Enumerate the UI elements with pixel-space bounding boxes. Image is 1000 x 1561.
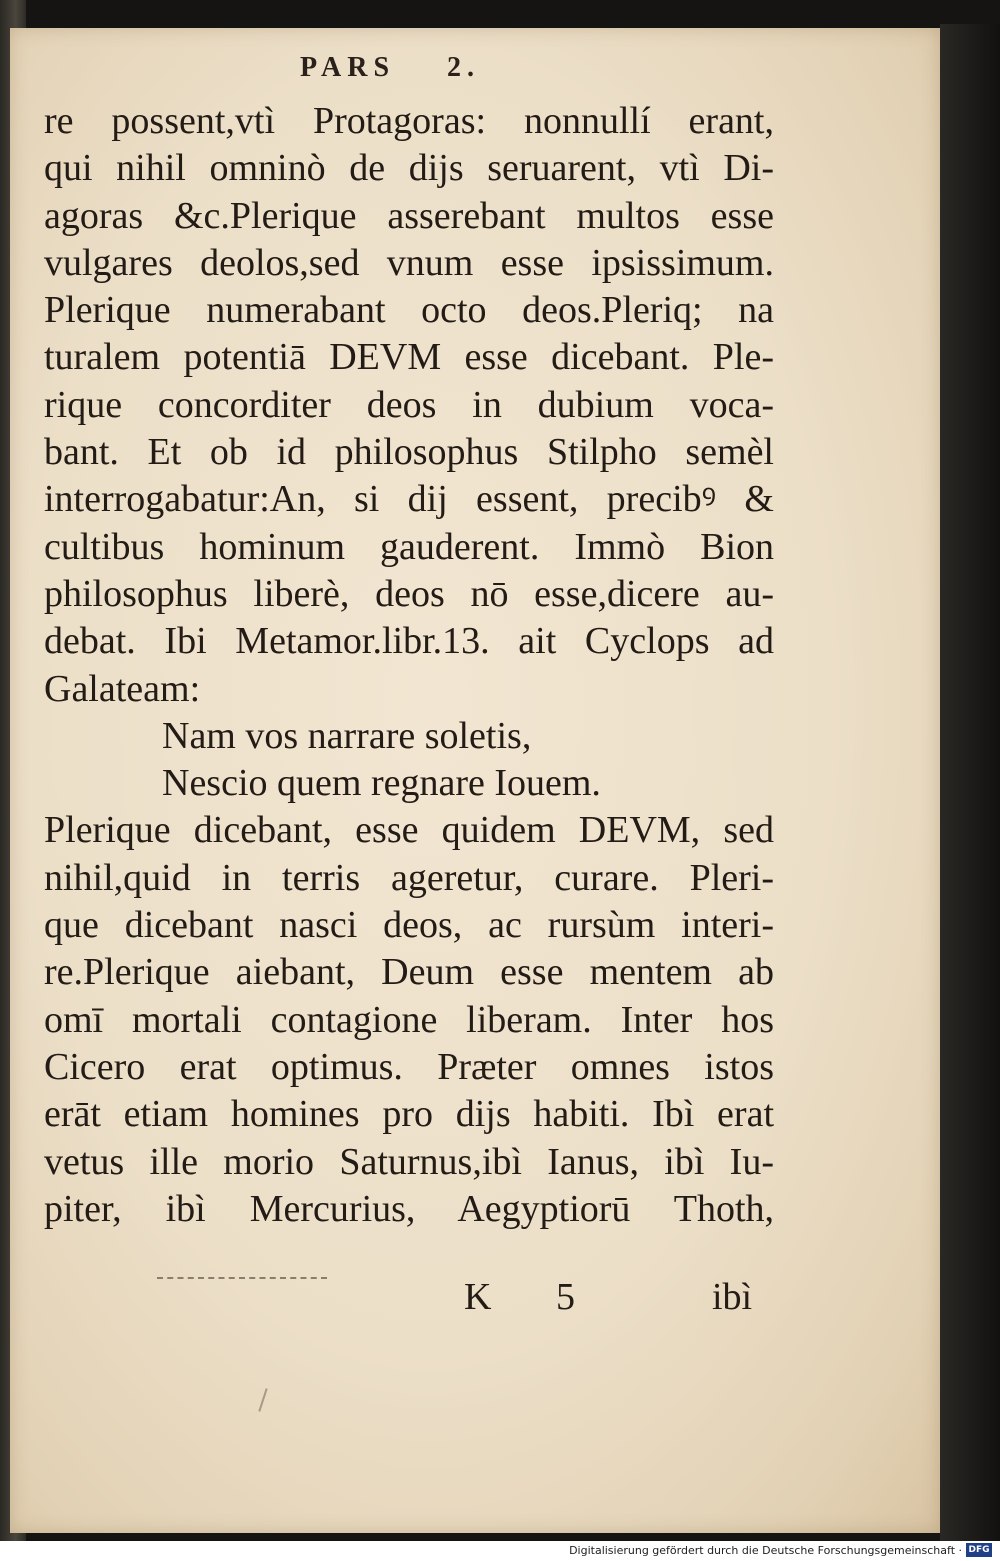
text-line: cultibus hominum gauderent. Immò Bion <box>44 525 774 568</box>
text-line: erāt etiam homines pro dijs habiti. Ibì erat <box>44 1093 774 1136</box>
dfg-logo: DFG <box>966 1543 992 1557</box>
footer-credit: Digitalisierung gefördert durch die Deutsche Forschungsgemeinschaft · <box>569 1544 962 1557</box>
text-line: qui nihil omninò de dijs seruarent, vtì Di- <box>44 147 774 190</box>
text-line: piter, ibì Mercurius, Aegyptiorū Thoth, <box>44 1187 774 1230</box>
text-line: vulgares deolos,sed vnum esse ipsissimum. <box>44 241 774 284</box>
text-line: agoras &c.Plerique asserebant multos esse <box>44 194 774 237</box>
catchword: ibì <box>712 1276 753 1318</box>
text-line: re.Plerique aiebant, Deum esse mentem ab <box>44 951 774 994</box>
running-head: PARS 2. <box>300 52 481 83</box>
text-line: interrogabatur:An, si dij essent, precibꝰ & <box>44 478 774 521</box>
text-line: que dicebant nasci deos, ac rursùm interi- <box>44 904 774 947</box>
signature-number: 5 <box>556 1276 575 1318</box>
text-line: bant. Et ob id philosophus Stilpho semèl <box>44 431 774 474</box>
verse-line: Nescio quem regnare Iouem. <box>162 762 601 805</box>
text-line: vetus ille morio Saturnus,ibì Ianus, ibì Iu- <box>44 1140 774 1183</box>
text-line: Cicero erat optimus. Præter omnes istos <box>44 1045 774 1088</box>
body-text <box>44 98 774 1233</box>
text-line: debat. Ibi Metamor.libr.13. ait Cyclops ad <box>44 620 774 663</box>
text-line: omī mortali contagione liberam. Inter hos <box>44 998 774 1041</box>
verse-line: Nam vos narrare soletis, <box>162 714 532 757</box>
text-line: nihil,quid in terris ageretur, curare. Pleri- <box>44 856 774 899</box>
text-line: Plerique numerabant octo deos.Pleriq; na <box>44 289 774 332</box>
dashed-rule <box>157 1277 327 1279</box>
text-line: philosophus liberè, deos nō esse,dicere au- <box>44 572 774 615</box>
signature-mark: K <box>464 1276 492 1318</box>
scan-right-edge <box>940 24 1000 1544</box>
text-line: rique concorditer deos in dubium voca- <box>44 383 774 426</box>
text-line: Plerique dicebant, esse quidem DEVM, sed <box>44 809 774 852</box>
text-line: Galateam: <box>44 667 201 710</box>
text-line: re possent,vtì Protagoras: nonnullí erant, <box>44 100 774 142</box>
text-line: turalem potentiā DEVM esse dicebant. Ple- <box>44 336 774 379</box>
